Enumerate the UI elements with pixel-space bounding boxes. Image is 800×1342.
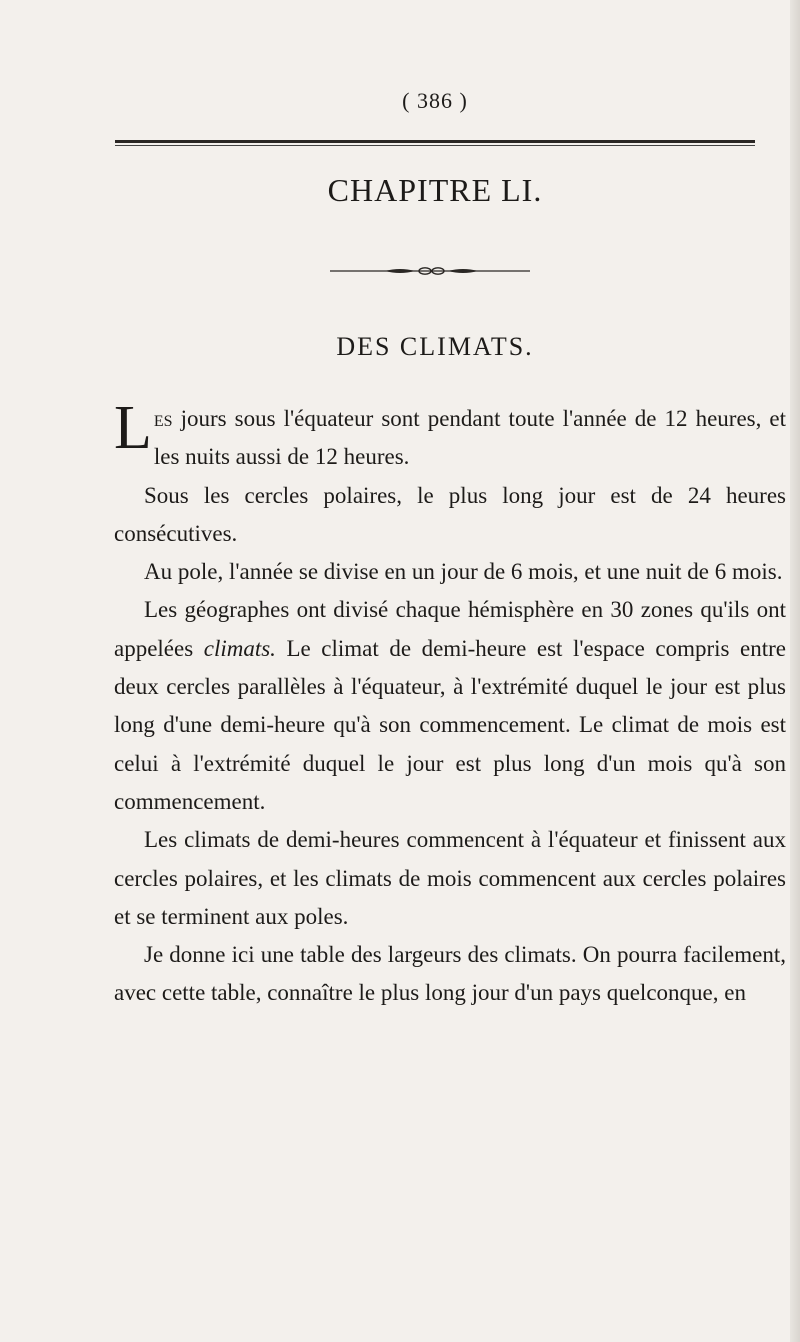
paragraph-4	[114, 591, 786, 821]
paragraph-1	[114, 394, 786, 477]
paragraph-4-text-before: Les géographes ont divisé chaque hémisphère en 30 zones qu'ils ont appelées	[114, 597, 786, 661]
header-rule	[115, 140, 755, 143]
paragraph-5: Les climats de demi-heures commencent à l'équateur et finissent aux cercles polaires, et les climats de mois commencent aux cercles polaires et se terminent aux poles.	[114, 827, 786, 929]
first-word: es	[153, 406, 173, 431]
paragraph-1-text: jours sous l'équateur sont pendant toute l'année de 12 heures, et les nuits aussi de 12 heures.	[153, 406, 786, 470]
ornament-divider	[330, 266, 530, 276]
paragraph-4-italic: climats.	[203, 635, 276, 661]
paragraph-6: Je donne ici une table des largeurs des climats. On pourra facilement, avec cette table, connaître le plus long jour d'un pays quelconque, en	[114, 942, 786, 1006]
paragraph-2: Sous les cercles polaires, le plus long jour est de 24 heures consécutives.	[114, 482, 786, 546]
paragraph-3: Au pole, l'année se divise en un jour de 6 mois, et une nuit de 6 mois.	[144, 559, 783, 585]
drop-cap: L	[114, 394, 152, 462]
body-text	[114, 394, 786, 1013]
header-rule-thin	[115, 145, 755, 146]
paragraph-4-text-after: Le climat de demi-heure est l'espace compris entre deux cercles parallèles à l'équateur, à l'extrémité duquel le jour est plus long d'une demi-heure qu'à son commencement. Le climat de mois est celui à l'extrémité duquel le jour est plus long d'un mois qu'à son commencement.	[114, 635, 786, 814]
section-title: DES CLIMATS.	[336, 332, 534, 361]
chapter-title: CHAPITRE LI.	[327, 172, 543, 208]
page-number: ( 386 )	[402, 88, 468, 113]
